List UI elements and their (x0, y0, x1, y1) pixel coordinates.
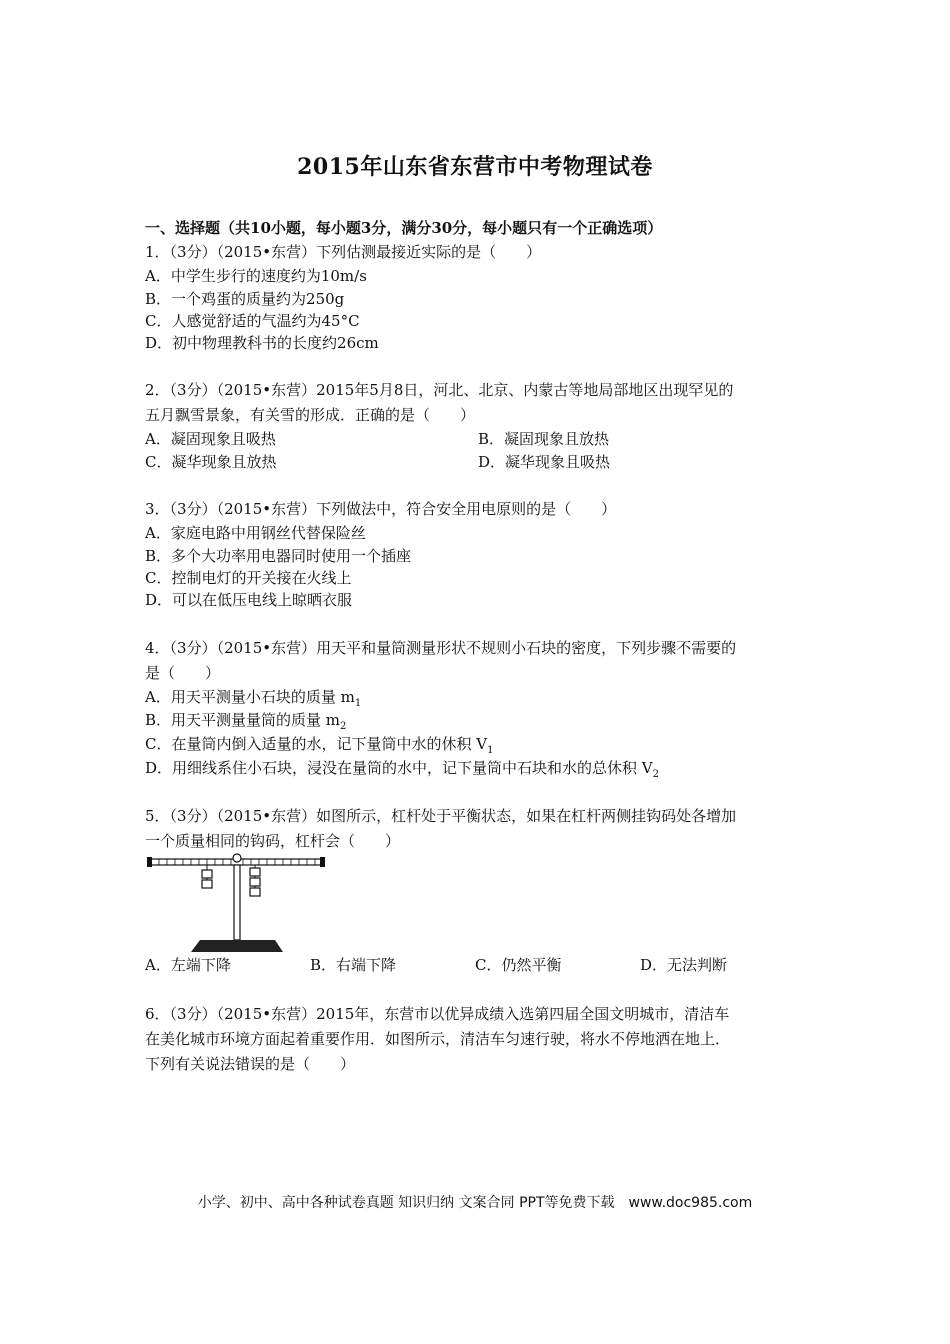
q4-option-d-sub: 2 (652, 769, 660, 780)
section-heading: 一、选择题（共10小题，每小题3分，满分30分，每小题只有一个正确选项） (145, 219, 663, 237)
q4-option-a-sub: 1 (354, 698, 362, 709)
q4-option-c-text: C．在量筒内倒入适量的水，记下量筒中水的休积 V (145, 735, 488, 753)
q3-stem: 3．（3分）（2015•东营）下列做法中，符合安全用电原则的是（ ） (145, 500, 617, 518)
q3-option-d: D．可以在低压电线上晾晒衣服 (145, 591, 353, 609)
q4-option-b-text: B．用天平测量量筒的质量 m (145, 711, 341, 729)
right-weight-2 (250, 878, 260, 886)
q4-option-c-sub: 1 (487, 745, 494, 756)
q2-option-d: D．凝华现象且吸热 (478, 453, 611, 471)
q4-option-a-text: A．用天平测量小石块的质量 m (145, 688, 355, 706)
left-weight-2 (202, 880, 212, 888)
q4-option-b-sub: 2 (340, 721, 347, 732)
right-weight-1 (250, 868, 260, 876)
lever-pivot (233, 854, 241, 862)
q3-option-b: B．多个大功率用电器同时使用一个插座 (145, 547, 412, 565)
q1-option-c: C．人感觉舒适的气温约为45°C (145, 312, 360, 330)
lever-stand-base (191, 940, 283, 952)
q3-option-a: A．家庭电路中用钢丝代替保险丝 (145, 524, 366, 542)
q5-option-a: A．左端下降 (145, 956, 231, 974)
lever-stand-pole (234, 865, 240, 940)
q1-option-d: D．初中物理教科书的长度约26cm (145, 334, 379, 352)
q1-option-b: B．一个鸡蛋的质量约为250g (145, 290, 345, 308)
q4-option-d (145, 758, 659, 778)
right-weight-3 (250, 888, 260, 896)
page-footer: 小学、初中、高中各种试卷真题 知识归纳 文案合同 PPT等免费下载 www.doc985.com (197, 1195, 753, 1211)
q2-stem-line2: 五月飘雪景象，有关雪的形成．正确的是（ ） (145, 406, 476, 424)
q6-stem-line1: 6．（3分）（2015•东营）2015年，东营市以优异成绩入选第四届全国文明城市，清洁车 (145, 1005, 730, 1023)
q2-stem-line1: 2．（3分）（2015•东营）2015年5月8日，河北、北京、内蒙古等地局部地区出现罕见的 (145, 381, 734, 399)
lever-left-nut (147, 857, 152, 867)
left-weight-1 (202, 870, 212, 878)
q1-option-a: A．中学生步行的速度约为10m/s (145, 267, 367, 285)
q5-stem-line1: 5．（3分）（2015•东营）如图所示，杠杆处于平衡状态，如果在杠杆两侧挂钩码处各增加 (145, 807, 737, 825)
q2-option-b: B．凝固现象且放热 (478, 430, 610, 448)
q4-stem-line2: 是（ ） (145, 664, 221, 682)
q6-stem-line3: 下列有关说法错误的是（ ） (145, 1055, 356, 1073)
q2-option-c: C．凝华现象且放热 (145, 453, 277, 471)
q6-stem-line2: 在美化城市环境方面起着重要作用．如图所示，清洁车匀速行驶，将水不停地洒在地上． (145, 1030, 731, 1048)
q4-option-c (145, 734, 493, 754)
q5-stem-line2: 一个质量相同的钩码，杠杆会（ ） (145, 832, 401, 850)
q5-option-c: C．仍然平衡 (475, 956, 562, 974)
q4-option-d-text: D．用细线系住小石块，浸没在量筒的水中，记下量筒中石块和水的总休积 V (145, 759, 653, 777)
q2-option-a: A．凝固现象且吸热 (145, 430, 276, 448)
lever-right-nut (320, 857, 325, 867)
q4-option-a (145, 687, 361, 707)
q5-option-b: B．右端下降 (310, 956, 397, 974)
q4-option-b (145, 710, 346, 730)
lever-diagram (145, 852, 325, 954)
page-title: 2015年山东省东营市中考物理试卷 (297, 154, 653, 180)
q1-stem: 1．（3分）（2015•东营）下列估测最接近实际的是（ ） (145, 243, 542, 261)
q5-option-d: D．无法判断 (640, 956, 728, 974)
q4-stem-line1: 4．（3分）（2015•东营）用天平和量筒测量形状不规则小石块的密度，下列步骤不需要的 (145, 639, 737, 657)
q3-option-c: C．控制电灯的开关接在火线上 (145, 569, 352, 587)
